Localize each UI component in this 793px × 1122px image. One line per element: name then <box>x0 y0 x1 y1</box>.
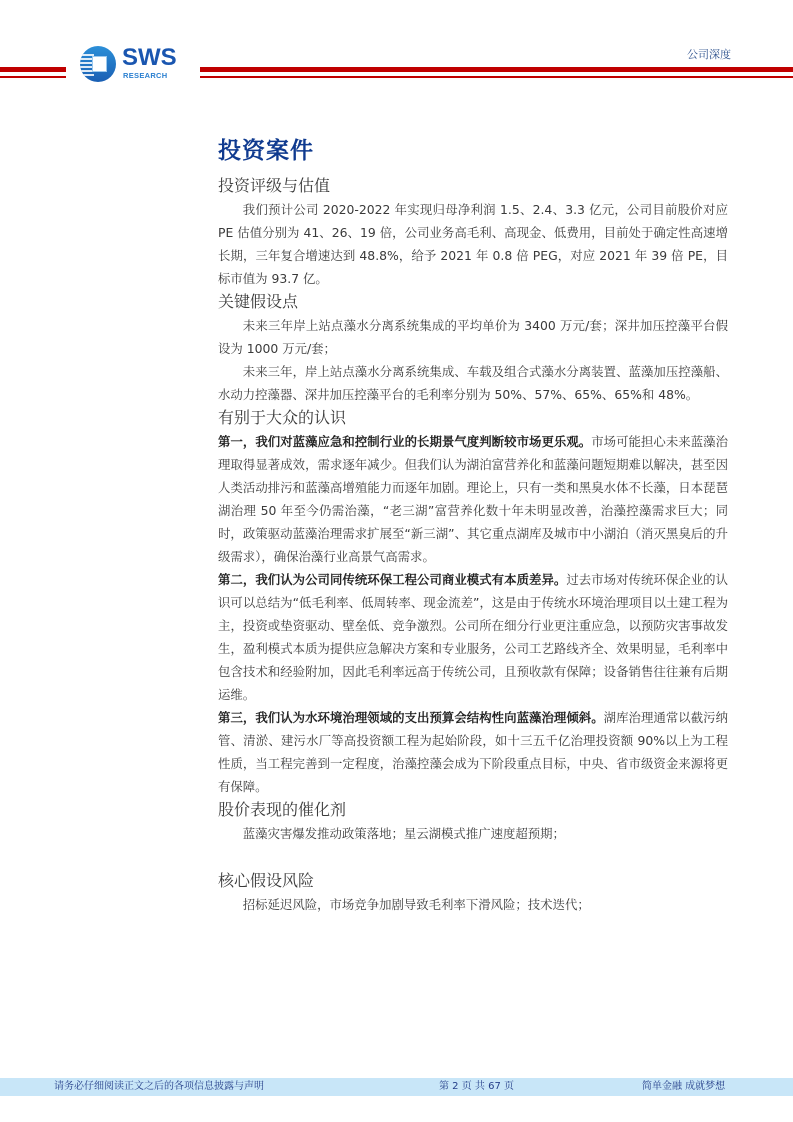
paragraph-text: 湖库治理通常以截污纳管、清淤、建污水厂等高投资额工程为起始阶段，如十三五千亿治理投资额 90%以上为工程性质，当工程完善到一定程度，治藻控藻会成为下阶段重点目标，中央、省市级资金来源将更有保障。 <box>218 710 729 794</box>
paragraph: 蓝藻灾害爆发推动政策落地；星云湖模式推广速度超预期； <box>242 826 565 841</box>
section-risks <box>218 869 728 916</box>
page-title: 投资案件 <box>218 138 314 164</box>
paragraph-lead: 第一，我们对蓝藻应急和控制行业的长期景气度判断较市场更乐观。 <box>218 434 592 449</box>
section-key-assumptions <box>218 290 728 406</box>
header-rule-right-thin <box>200 76 793 78</box>
logo-wordmark: SWS <box>122 44 177 71</box>
paragraph: 我们预计公司 2020-2022 年实现归母净利润 1.5、2.4、3.3 亿元，公司目前股价对应 PE 估值分别为 41、26、19 倍，公司业务高毛利、高现金、低费用，目前处于确定性高速增长期，三年复合增速达到 48.8%，给予 2021 年 0.8 倍 PEG，对应 2021 年 39 倍 PE，目标市值为 93.7 亿。 <box>218 202 728 286</box>
paragraph <box>218 706 728 798</box>
footer-disclaimer: 请务必仔细阅读正文之后的各项信息披露与声明 <box>54 1081 264 1092</box>
paragraph-text: 市场可能担心未来蓝藻治理取得显著成效，需求逐年减少。但我们认为湖泊富营养化和蓝藻问题短期难以解决，甚至因人类活动排污和蓝藻高增殖能力而逐年加剧。理论上，只有一类和黑臭水体不长藻，日本琵琶湖治理 50 年至今仍需治藻，“老三湖”富营养化数十年未明显改善，治藻控藻需求巨大；同时，政策驱动蓝藻治理需求扩展至“新三湖”、其它重点湖库及城市中小湖泊（消灭黑臭后的升级需求），确保治藻行业高景气高需求。 <box>218 434 729 564</box>
header-rule-left-thin <box>0 76 66 78</box>
paragraph <box>218 568 728 706</box>
section-rating-valuation <box>218 174 728 290</box>
section-heading: 有别于大众的认识 <box>218 408 347 427</box>
paragraph: 招标延迟风险，市场竞争加剧导致毛利率下滑风险；技术迭代； <box>242 897 590 912</box>
section-heading: 股价表现的催化剂 <box>218 800 347 819</box>
section-heading: 关键假设点 <box>218 292 299 311</box>
report-type-label: 公司深度 <box>687 48 731 61</box>
paragraph-lead: 第二，我们认为公司同传统环保工程公司商业模式有本质差异。 <box>218 572 567 587</box>
document-body <box>218 134 728 916</box>
paragraph-text: 过去市场对传统环保企业的认识可以总结为“低毛利率、低周转率、现金流差”，这是由于传统水环境治理项目以土建工程为主，投资或垫资驱动、壁垒低、竞争激烈。公司所在细分行业更注重应急，以预防灾害事故发生，盈利模式本质为提供应急解决方案和专业服务，公司工艺路线齐全、效果明显，毛利率中包含技术和经验附加，因此毛利率远高于传统公司，且预收款有保障；设备销售往往兼有后期运维。 <box>218 572 729 702</box>
header-rule-right-thick <box>200 67 793 72</box>
footer <box>0 1078 793 1096</box>
section-catalysts <box>218 798 728 845</box>
paragraph: 未来三年岸上站点藻水分离系统集成的平均单价为 3400 万元/套；深井加压控藻平台假设为 1000 万元/套； <box>218 318 728 356</box>
paragraph <box>218 430 728 568</box>
section-heading: 核心假设风险 <box>218 871 315 890</box>
page-number: 第 2 页 共 67 页 <box>439 1081 514 1092</box>
footer-slogan: 简单金融 成就梦想 <box>642 1081 726 1092</box>
header-rule-left-thick <box>0 67 66 72</box>
section-differentiated-view <box>218 406 728 798</box>
paragraph-lead: 第三，我们认为水环境治理领域的支出预算会结构性向蓝藻治理倾斜。 <box>218 710 604 725</box>
spacer <box>218 845 728 869</box>
sws-logo-icon <box>80 46 116 82</box>
sws-logo <box>80 44 184 84</box>
logo-subtitle: RESEARCH <box>123 71 168 80</box>
section-heading: 投资评级与估值 <box>218 176 331 195</box>
paragraph: 未来三年，岸上站点藻水分离系统集成、车载及组合式藻水分离装置、蓝藻加压控藻船、水动力控藻器、深井加压控藻平台的毛利率分别为 50%、57%、65%、65%和 48%。 <box>218 364 728 402</box>
